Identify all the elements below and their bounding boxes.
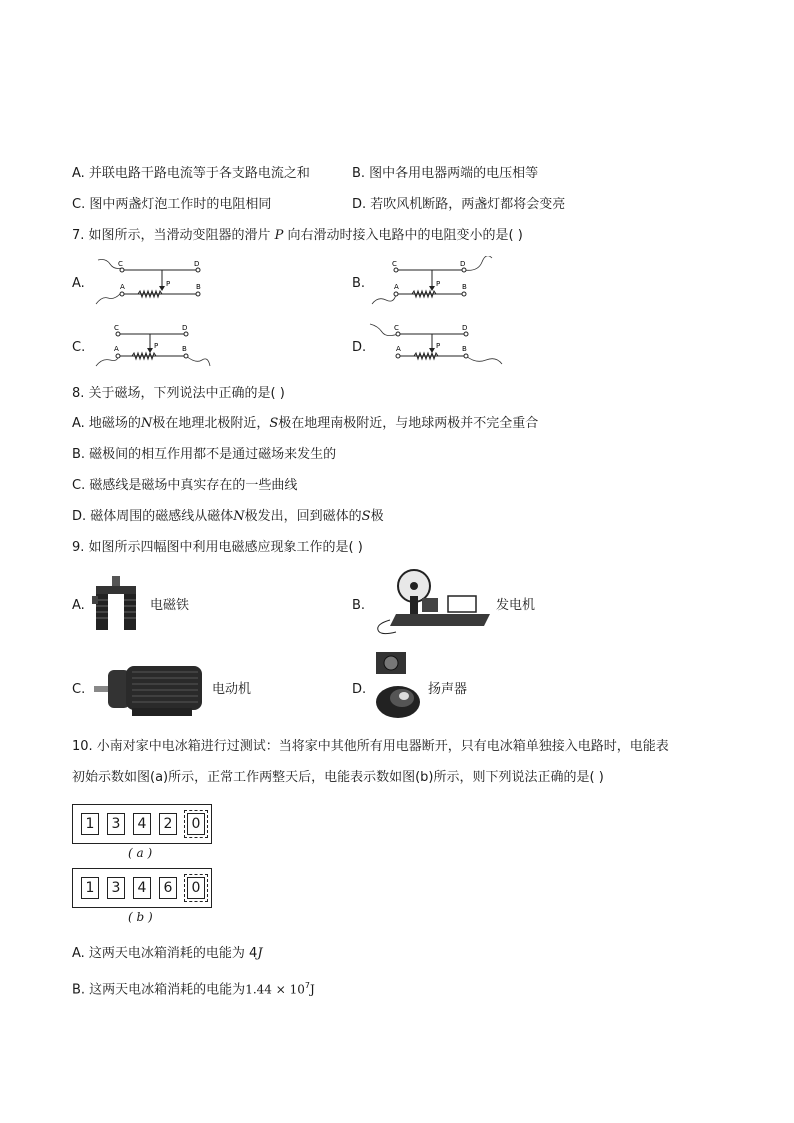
meter-a-digit-3: 4	[133, 813, 151, 835]
q7-stem-post: 向右滑动时接入电路中的电阻变小的是( )	[283, 228, 523, 243]
q10-stem-line1: 10. 小南对家中电冰箱进行过测试：当将家中其他所有用电器断开，只有电冰箱单独接入电路时，电能表	[72, 739, 669, 754]
q7-stem-pre: 7. 如图所示，当滑动变阻器的滑片	[72, 228, 275, 243]
electromagnet-image	[90, 574, 146, 634]
q10-b-unit: J	[309, 982, 315, 997]
q9-stem: 9. 如图所示四幅图中利用电磁感应现象工作的是( )	[72, 540, 363, 555]
q10-b-exponent: 7	[304, 981, 310, 990]
terminal-c-label: C	[114, 324, 119, 332]
q8-a-pre: A. 地磁场的	[72, 416, 141, 431]
terminal-c-label: C	[118, 260, 123, 268]
q8-d-mid: 极发出，回到磁体的	[244, 509, 362, 524]
q9-option-c-label: C.	[72, 682, 86, 697]
terminal-p-label: P	[436, 280, 441, 288]
q8-a-mid: 极在地理北极附近，	[152, 416, 270, 431]
q7-option-a-label: A.	[72, 276, 85, 291]
meter-a-caption: ( a )	[128, 846, 153, 860]
terminal-b-label: B	[182, 345, 187, 353]
q8-a-n: N	[140, 416, 153, 431]
q7-rheostat-c	[92, 320, 212, 372]
terminal-b-label: B	[196, 283, 201, 291]
q7-rheostat-a	[92, 256, 212, 308]
meter-b-digit-decimal: 0	[187, 877, 205, 899]
terminal-p-label: P	[436, 342, 441, 350]
q10-b-text: B. 这两天电冰箱消耗的电能为	[72, 982, 246, 998]
q8-d-post: 极	[370, 509, 384, 524]
q7-stem	[72, 228, 523, 244]
q8-a-post: 极在地理南极附近，与地球两极并不完全重合	[278, 416, 539, 431]
energy-meter-a	[72, 804, 212, 844]
q6-option-c: C. 图中两盏灯泡工作时的电阻相同	[72, 197, 272, 212]
terminal-a-label: A	[396, 345, 401, 353]
q7-rheostat-d	[368, 320, 508, 372]
terminal-c-label: C	[392, 260, 397, 268]
q9-option-a-label: A.	[72, 598, 85, 613]
terminal-c-label: C	[394, 324, 399, 332]
q8-option-b: B. 磁极间的相互作用都不是通过磁场来发生的	[72, 447, 337, 462]
q10-option-b	[72, 978, 315, 998]
terminal-p-label: P	[166, 280, 171, 288]
q6-option-d: D. 若吹风机断路，两盏灯都将会变亮	[352, 197, 566, 212]
terminal-d-label: D	[460, 260, 466, 268]
speaker-image	[372, 650, 428, 724]
q7-option-b-label: B.	[352, 276, 366, 291]
terminal-d-label: D	[182, 324, 188, 332]
meter-b-caption: ( b )	[128, 910, 153, 924]
q7-option-c-label: C.	[72, 340, 86, 355]
meter-a-digit-decimal: 0	[187, 813, 205, 835]
q8-d-pre: D. 磁体周围的磁感线从磁体	[72, 509, 234, 524]
meter-b-digit-3: 4	[133, 877, 151, 899]
q7-rheostat-b	[368, 256, 498, 308]
q8-d-s: S	[361, 509, 371, 524]
q6-option-b: B. 图中各用电器两端的电压相等	[352, 166, 539, 181]
q9-option-d-name: 扬声器	[428, 682, 468, 697]
meter-a-digit-1: 1	[81, 813, 99, 835]
q6-option-a: A. 并联电路干路电流等于各支路电流之和	[72, 166, 310, 181]
q10-option-a	[72, 946, 263, 962]
q7-option-d-label: D.	[352, 340, 367, 355]
terminal-p-label: P	[154, 342, 159, 350]
terminal-a-label: A	[120, 283, 125, 291]
generator-image	[372, 566, 492, 636]
q9-option-a-name: 电磁铁	[150, 598, 190, 613]
q10-a-text: A. 这两天电冰箱消耗的电能为 4	[72, 946, 258, 961]
q8-option-c: C. 磁感线是磁场中真实存在的一些曲线	[72, 478, 298, 493]
meter-b-digit-1: 1	[81, 877, 99, 899]
energy-meter-b	[72, 868, 212, 908]
q7-stem-var: P	[274, 228, 284, 243]
meter-b-digit-2: 3	[107, 877, 125, 899]
terminal-b-label: B	[462, 283, 467, 291]
terminal-d-label: D	[194, 260, 200, 268]
meter-a-digit-2: 3	[107, 813, 125, 835]
q8-stem: 8. 关于磁场，下列说法中正确的是( )	[72, 386, 285, 401]
meter-a-digit-4: 2	[159, 813, 177, 835]
q9-option-b-label: B.	[352, 598, 366, 613]
terminal-a-label: A	[114, 345, 119, 353]
q10-b-value: 1.44 × 10	[245, 982, 305, 997]
q9-option-d-label: D.	[352, 682, 367, 697]
q9-option-c-name: 电动机	[212, 682, 252, 697]
q10-stem-line2: 初始示数如图(a)所示，正常工作两整天后，电能表示数如图(b)所示，则下列说法正确的是( )	[72, 770, 604, 785]
q8-a-s: S	[269, 416, 279, 431]
q10-a-unit: J	[257, 946, 263, 961]
q9-option-b-name: 发电机	[496, 598, 536, 613]
terminal-d-label: D	[462, 324, 468, 332]
terminal-a-label: A	[394, 283, 399, 291]
q8-option-d	[72, 509, 384, 525]
terminal-b-label: B	[462, 345, 467, 353]
q8-d-n: N	[233, 509, 245, 524]
meter-b-digit-4: 6	[159, 877, 177, 899]
q8-option-a	[72, 416, 538, 432]
electric-motor-image	[92, 660, 212, 718]
